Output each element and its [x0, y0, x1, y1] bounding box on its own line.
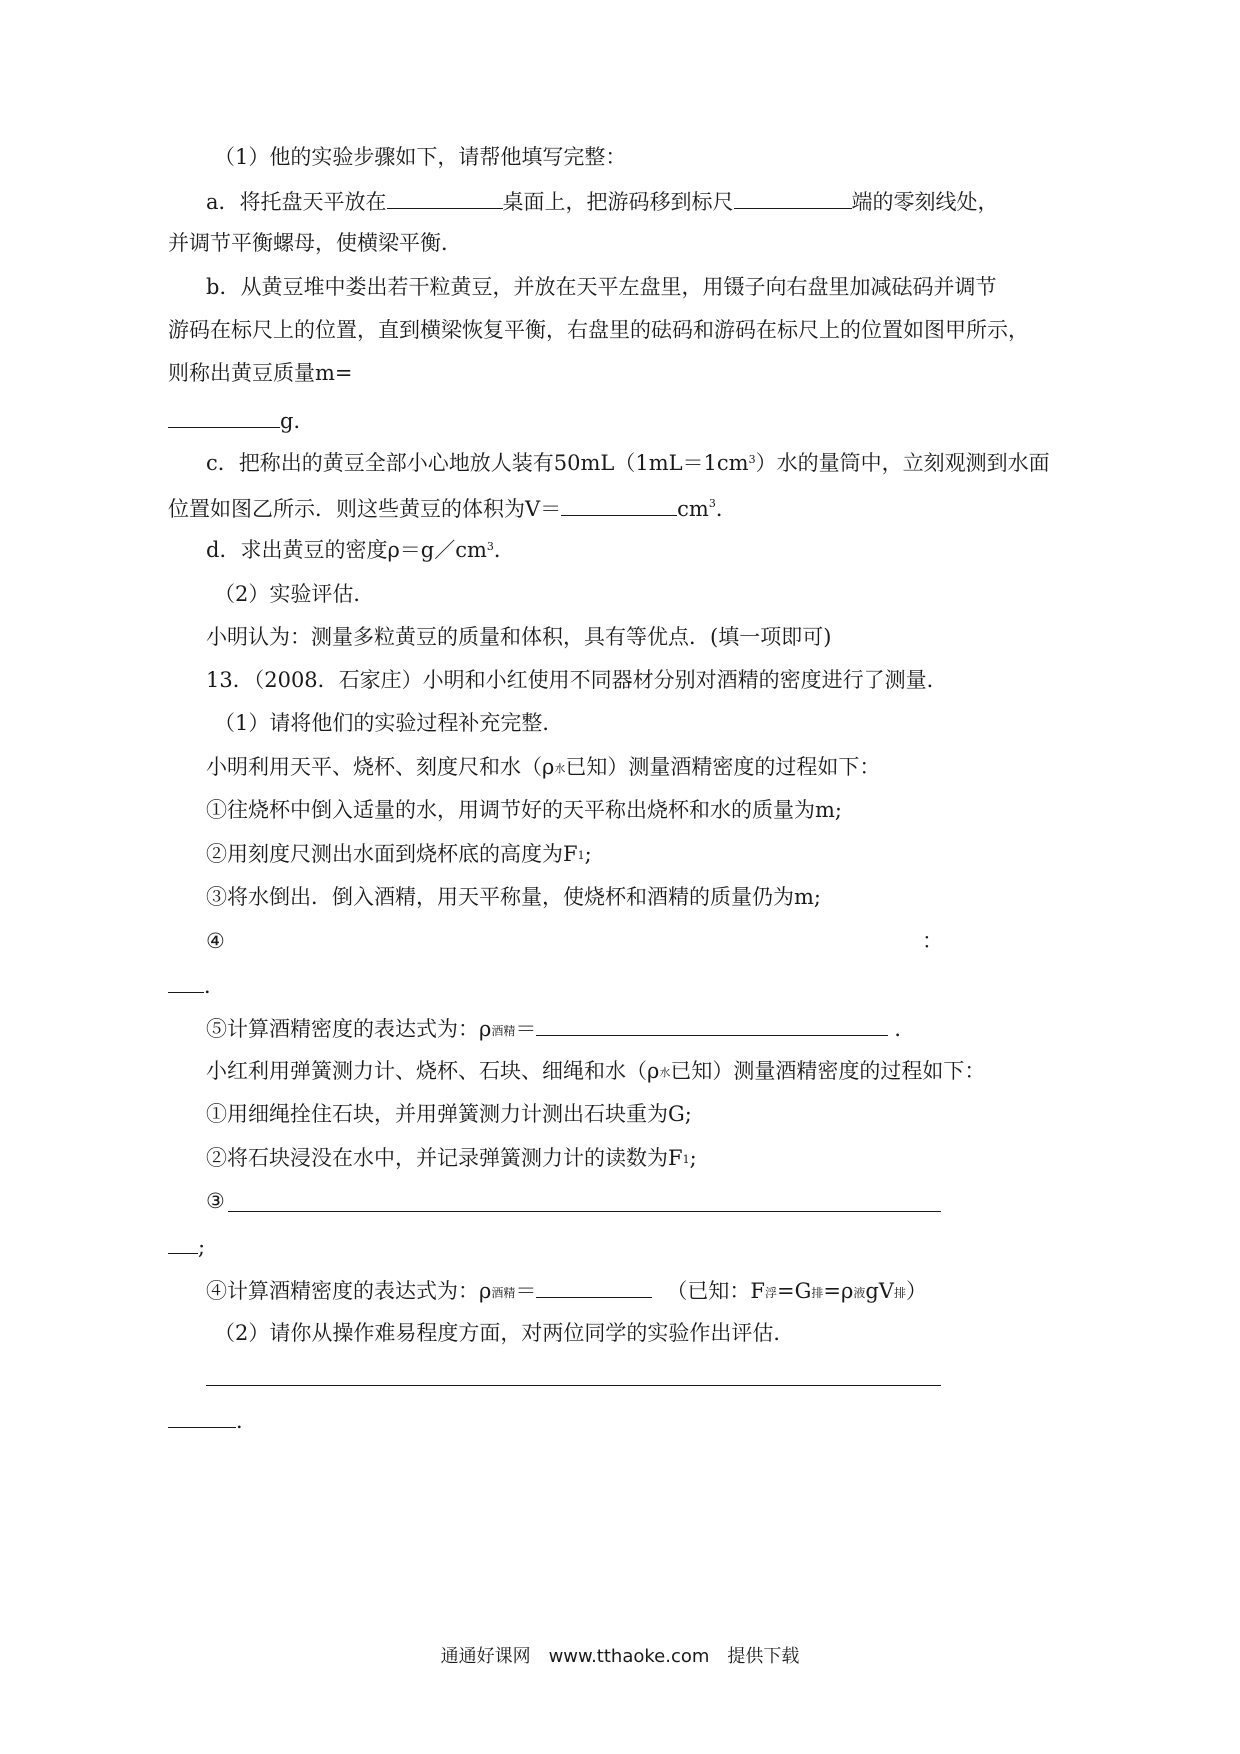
q13-hong-step2: ②将石块浸没在水中，并记录弹簧测力计的读数为$F_1$; [206, 1146, 697, 1170]
q12-step-b-cont: 游码在标尺上的位置，直到横梁恢复平衡，右盘里的砝码和游码在标尺上的位置如图甲所示， [168, 318, 1029, 342]
q13-hong-step4: ④计算酒精密度的表达式为：$\rho_{酒精}=$ （已知：$F_浮=G_排=\rho_液gV_排$） [206, 1275, 927, 1305]
q13-title: 13．（2008．石家庄）小明和小红使用不同器材分别对酒精的密度进行了测量． [206, 668, 948, 692]
q12-part2-heading: （2）实验评估． [214, 582, 375, 606]
q12-step-b-cont2: 则称出黄豆质量m= [168, 361, 353, 385]
q13-part2-answer: ． [168, 1405, 257, 1435]
answer-blank[interactable] [561, 493, 677, 516]
q13-hong-intro: 小红利用弹簧测力计、烧杯、石块、细绳和水（$\rho_水$已知）测量酒精密度的过程如下： [206, 1059, 986, 1083]
q12-step-d: d．求出黄豆的密度$\rho=g/cm^3$． [206, 538, 515, 562]
q13-ming-step1: ①往烧杯中倒入适量的水，用调节好的天平称出烧杯和水的质量为m; [206, 798, 842, 822]
q13-ming-intro: 小明利用天平、烧杯、刻度尺和水（$\rho_水$已知）测量酒精密度的过程如下： [206, 755, 881, 779]
q12-step-c-cont: 位置如图乙所示．则这些黄豆的体积为$V= cm^3$． [168, 493, 737, 523]
q13-hong-step3: ③ [206, 1189, 225, 1213]
answer-line[interactable] [228, 1211, 941, 1212]
q13-ming-step4-colon: ： [922, 929, 943, 953]
answer-blank[interactable] [536, 1013, 888, 1036]
q13-ming-step4-answer: ． [168, 970, 225, 1000]
q13-ming-step2: ②用刻度尺测出水面到烧杯底的高度为$F_1$; [206, 842, 592, 866]
q13-part1-heading: （1）请将他们的实验过程补充完整． [214, 711, 564, 735]
page-footer: 通通好课网 www.tthaoke.com 提供下载 [440, 1646, 800, 1667]
q13-ming-step4: ④ [206, 929, 225, 953]
q12-part2-text: 小明认为：测量多粒黄豆的质量和体积，具有等优点．(填一项即可) [206, 625, 832, 649]
answer-blank[interactable] [168, 1405, 236, 1428]
q12-step-b: b．从黄豆堆中娄出若干粒黄豆，并放在天平左盘里，用镊子向右盘里加减砝码并调节 [206, 275, 997, 299]
q12-step-b-answer: g． [168, 405, 314, 435]
answer-blank[interactable] [536, 1275, 652, 1298]
answer-blank[interactable] [168, 970, 204, 993]
q12-step-c: c．把称出的黄豆全部小心地放人装有$50mL(1mL=1cm^3)$水的量筒中，立刻观测到水面 [206, 451, 1050, 475]
answer-blank[interactable] [734, 186, 852, 209]
q13-ming-step3: ③将水倒出．倒入酒精，用天平称量，使烧杯和酒精的质量仍为m; [206, 885, 821, 909]
q13-ming-step5: ⑤计算酒精密度的表达式为：$\rho_{酒精}=$ ． [206, 1013, 915, 1043]
q12-step-a: a．将托盘天平放在 桌面上，把游码移到标尺 端的零刻线处， [206, 186, 999, 216]
answer-line[interactable] [206, 1385, 941, 1386]
q12-step-a-cont: 并调节平衡螺母，使横梁平衡． [168, 231, 462, 255]
q13-hong-step1: ①用细绳拴住石块，并用弹簧测力计测出石块重为G; [206, 1102, 692, 1126]
q13-hong-step3-answer: ; [168, 1231, 205, 1261]
q12-part1-heading: （1）他的实验步骤如下，请帮他填写完整： [214, 145, 627, 169]
answer-blank[interactable] [168, 405, 280, 428]
answer-blank[interactable] [387, 186, 503, 209]
answer-blank[interactable] [168, 1231, 198, 1254]
q13-part2-heading: （2）请你从操作难易程度方面，对两位同学的实验作出评估． [214, 1321, 795, 1345]
